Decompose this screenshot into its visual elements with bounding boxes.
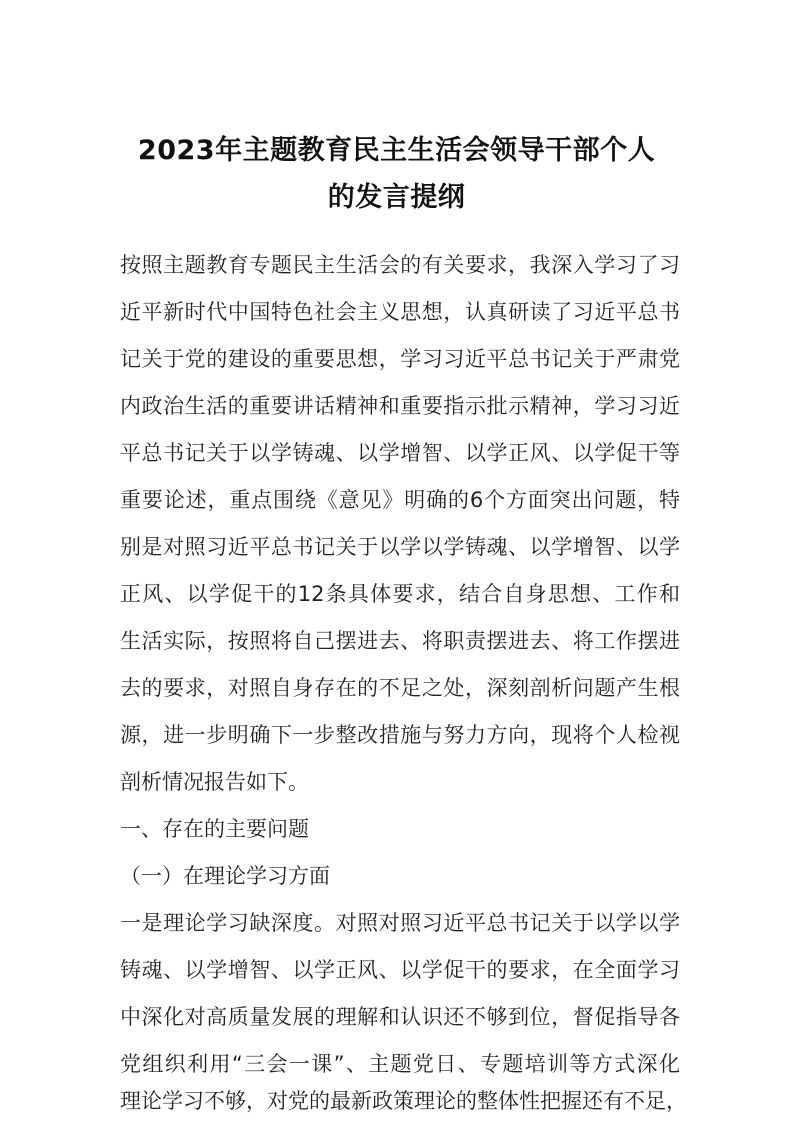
body-line: 理论学习不够，对党的最新政策理论的整体性把握还有不足，: [120, 1089, 687, 1113]
document-title-line-2: 的发言提纲: [327, 182, 466, 213]
body-line: 铸魂、以学增智、以学正风、以学促干的要求，在全面学习: [120, 958, 680, 982]
body-line: 内政治生活的重要讲话精神和重要指示批示精神，学习习近: [120, 394, 680, 418]
body-line: 中深化对高质量发展的理解和认识还不够到位，督促指导各: [120, 1005, 680, 1029]
body-line: 正风、以学促干的12条具体要求，结合自身思想、工作和: [120, 582, 680, 606]
body-line: 党组织利用“三会一课”、主题党日、专题培训等方式深化: [120, 1052, 680, 1076]
body-line: 记关于党的建设的重要思想，学习习近平总书记关于严肃党: [120, 347, 680, 371]
body-line: 生活实际，按照将自己摆进去、将职责摆进去、将工作摆进: [120, 629, 680, 653]
body-line: 按照主题教育专题民主生活会的有关要求，我深入学习了习: [120, 253, 680, 277]
body-line: 平总书记关于以学铸魂、以学增智、以学正风、以学促干等: [120, 441, 680, 465]
subsection-heading: （一）在理论学习方面: [120, 864, 330, 888]
body-line: 别是对照习近平总书记关于以学以学铸魂、以学增智、以学: [120, 535, 680, 559]
body-line: 一是理论学习缺深度。对照对照习近平总书记关于以学以学: [120, 911, 680, 935]
body-line: 重要论述，重点围绕《意见》明确的6个方面突出问题，特: [120, 488, 680, 512]
body-line: 去的要求，对照自身存在的不足之处，深刻剖析问题产生根: [120, 676, 680, 700]
section-heading: 一、存在的主要问题: [120, 817, 309, 841]
document-title-line-1: 2023年主题教育民主生活会领导干部个人: [137, 135, 656, 166]
body-line: 剖析情况报告如下。: [120, 770, 309, 794]
body-line: 源，进一步明确下一步整改措施与努力方向，现将个人检视: [120, 723, 680, 747]
body-line: 近平新时代中国特色社会主义思想，认真研读了习近平总书: [120, 300, 680, 324]
